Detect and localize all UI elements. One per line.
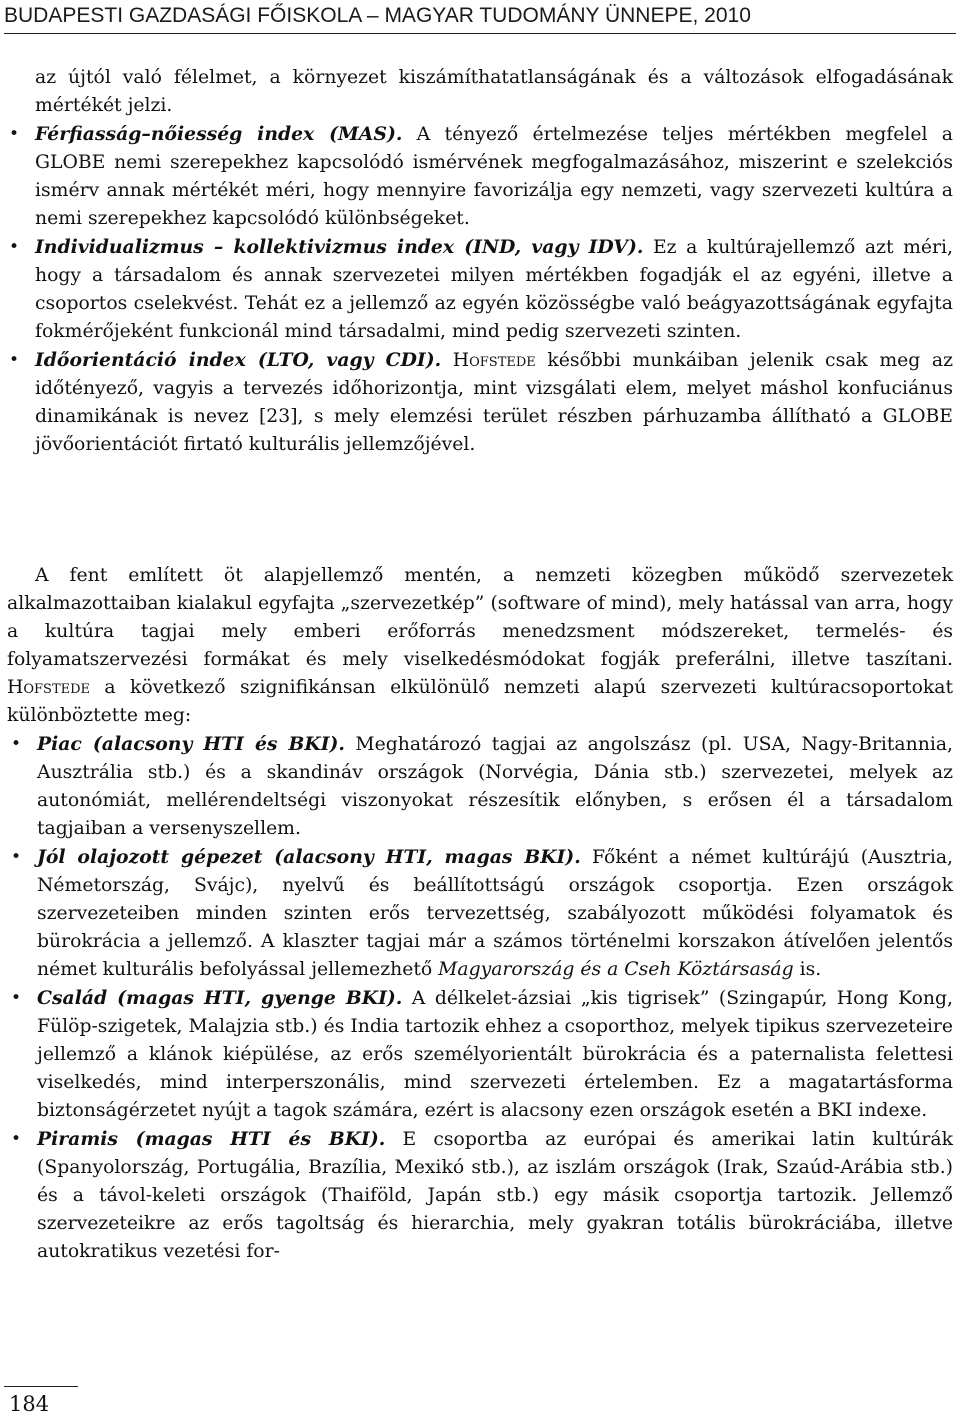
culture-group-list (7, 730, 953, 1266)
bullet-icon: • (10, 734, 22, 754)
list-item-text: későbbi munkáiban jelenik csak meg az időtényező, vagyis a tervezés időhorizontja, mint vizsgálati elem, melyet máshol konfuciánus dinamikának is nevez [23], s mely elemzési terület részben párhuzamba állítható a GLOBE jövőorientációt firtató kulturális jellemzőjével. (35, 350, 953, 455)
list-item-text: Ez a kultúrajellemző azt méri, hogy a társadalom és annak szervezetei milyen mértékben fogadják el az egyéni, illetve a csoportos cselekvést. Tehát ez a jellemző az egyén közösségbe való beágyazottságának egyfajta fokmérőjeként funkcionál mind társadalmi, mind pedig szervezeti szinten. (35, 237, 953, 342)
list-item-text: Főként a német kultúrájú (Ausztria, Németország, Svájc), nyelvű és beállítottságú országok csoportja. Ezen országok szervezeteiben minden szinten erős tervezettség, szabályozott működési folyamatok és bürokrácia a jellemző. A klaszter tagjai már a számos történelmi korszakon átívelően jelentős német kulturális befolyással jellemezhető (37, 847, 953, 980)
list-item-term: Időorientáció index (LTO, vagy CDI). (35, 349, 442, 371)
list-item-term: Piramis (magas HTI és BKI). (37, 1128, 386, 1150)
paragraph-part1: A fent említett öt alapjellemző mentén, a nemzeti közegben működő szervezetek alkalmazottaiban kialakul egyfajta „szervezetkép” (software of mind), mely hatással van arra, hogy a kultúra tagjai mely emberi erőforrás menedzsment módszereket, termelés- és folyamatszervezési formákat és mely viselkedésmódokat fogják preferálni, illetve taszítani. (7, 565, 953, 670)
list-item-term: Család (magas HTI, gyenge BKI). (37, 987, 403, 1009)
body-paragraph (7, 562, 953, 730)
list-item-term: Férfiasság–nőiesség index (MAS). (35, 123, 403, 145)
author-name: Hofstede (452, 350, 536, 371)
bullet-icon: • (10, 1129, 22, 1149)
index-list (8, 120, 953, 459)
list-item-term: Individualizmus – kollektivizmus index (IND, vagy IDV). (35, 236, 644, 258)
bullet-icon: • (8, 237, 20, 257)
list-item-text: A tényező értelmezése teljes mértékben megfelel a GLOBE nemi szerepekhez kapcsolódó ismérvének megfogalmazásához, miszerint e szelekciós ismérv annak mértékét méri, hogy mennyire favorizálja egy nemzeti, vagy szervezeti kultúra a nemi szerepekhez kapcsolódó különbségeket. (35, 124, 953, 229)
author-name: Hofstede (7, 677, 91, 698)
footer-rule (4, 1386, 78, 1387)
bullet-icon: • (10, 988, 22, 1008)
paragraph-part2: a következő szignifikánsan elkülönülő nemzeti alapú szervezeti kultúracsoportokat különböztette meg: (7, 677, 953, 726)
list-item (8, 346, 953, 459)
list-item-tail: is. (793, 959, 822, 980)
list-item (7, 843, 953, 984)
list-item (8, 233, 953, 346)
list-item (8, 120, 953, 233)
top-content (8, 64, 953, 459)
page-number: 184 (9, 1392, 50, 1416)
list-item (7, 984, 953, 1125)
bullet-icon: • (8, 350, 20, 370)
continuation-text: az újtól való félelmet, a környezet kiszámíthatatlanságának és a változások elfogadásának mértékét jelzi. (35, 67, 953, 116)
list-item-term: Jól olajozott gépezet (alacsony HTI, magas BKI). (37, 846, 581, 868)
list-item (7, 1125, 953, 1266)
header-rule (4, 33, 956, 34)
list-item-text: Meghatározó tagjai az angolszász (pl. USA, Nagy-Britannia, Ausztrália stb.) és a skandináv országok (Norvégia, Dánia stb.) szervezetei, melyek az autonómiát, mellérendeltségi viszonyokat részesítik előnyben, s erősen él a társadalom tagjaiban a versenyszellem. (37, 734, 953, 839)
bullet-icon: • (8, 124, 20, 144)
list-item-term: Piac (alacsony HTI és BKI). (37, 733, 345, 755)
list-item-text: A délkelet-ázsiai „kis tigrisek” (Szingapúr, Hong Kong, Fülöp-szigetek, Malajzia stb.) és India tartozik ehhez a csoporthoz, melyek tipikus szervezeteire jellemző a klánok kiépülése, az erős személyorientált bürokrácia és a paternalista felettesi viselkedés, mind interperszonális, mind szervezeti értelemben. Ez a magatartásforma biztonságérzetet nyújt a tagok számára, ezért is alacsony ezen országok esetén a BKI indexe. (37, 988, 953, 1121)
list-item-italic: Magyarország és a Cseh Köztársaság (438, 959, 794, 980)
list-item (7, 730, 953, 843)
running-header: BUDAPESTI GAZDASÁGI FŐISKOLA – MAGYAR TUDOMÁNY ÜNNEPE, 2010 (4, 4, 751, 27)
main-content (7, 562, 953, 1266)
list-item-text: E csoportba az európai és amerikai latin kultúrák (Spanyolország, Portugália, Brazília, Mexikó stb.), az iszlám országok (Irak, Szaúd-Arábia stb.) és a távol-keleti országok (Thaiföld, Japán stb.) egy másik csoportja tartozik. Jellemző szervezeteikre az erős tagoltság és hierarchia, mely gyakran totális bürokráciába, illetve autokratikus vezetési for- (37, 1129, 953, 1262)
bullet-icon: • (10, 847, 22, 867)
